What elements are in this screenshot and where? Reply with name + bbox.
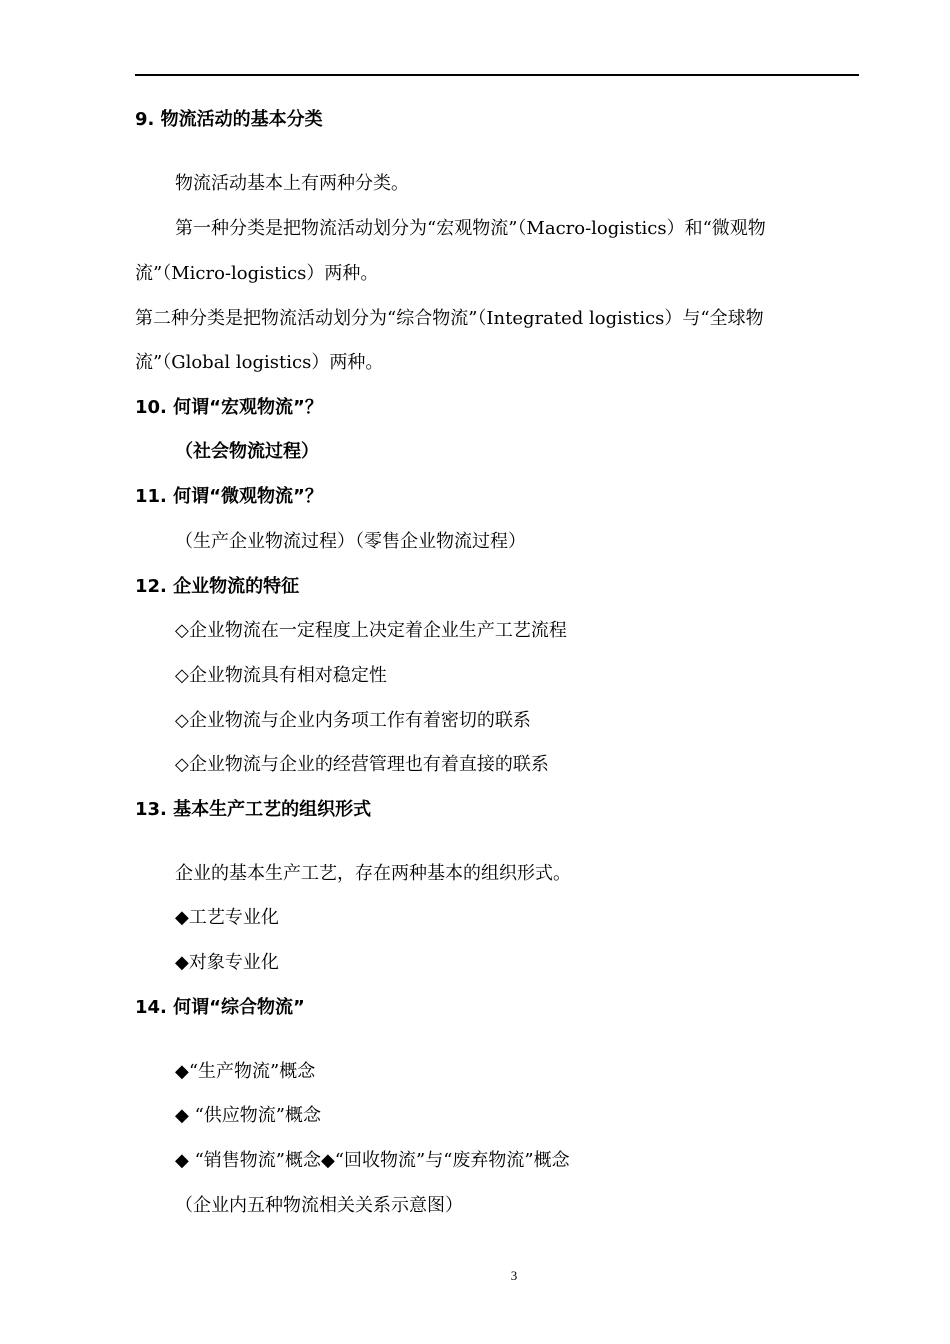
list-item: ◇企业物流与企业的经营管理也有着直接的联系 (175, 754, 549, 775)
list-item: ◇企业物流具有相对稳定性 (175, 665, 387, 686)
answer-text: （生产企业物流过程）（零售企业物流过程） (175, 531, 526, 552)
header-rule (135, 74, 859, 76)
heading-9: 9. 物流活动的基本分类 (135, 109, 323, 130)
heading-11: 11. 何谓“微观物流”？ (135, 486, 323, 507)
heading-14: 14. 何谓“综合物流” (135, 997, 305, 1018)
paragraph: 物流活动基本上有两种分类。 (175, 173, 409, 194)
paragraph: 流”（Micro-logistics）两种。 (135, 263, 379, 284)
list-item: ◇企业物流在一定程度上决定着企业生产工艺流程 (175, 620, 567, 641)
list-item: ◆“生产物流”概念 (175, 1061, 316, 1082)
list-item: ◇企业物流与企业内务项工作有着密切的联系 (175, 710, 531, 731)
heading-13: 13. 基本生产工艺的组织形式 (135, 799, 372, 820)
page-number: 3 (510, 1268, 518, 1283)
paragraph: 流”（Global logistics）两种。 (135, 352, 384, 373)
list-item: ◆ “销售物流”概念◆“回收物流”与“废弃物流”概念 (175, 1150, 570, 1171)
list-item: ◆ “供应物流”概念 (175, 1105, 321, 1126)
paragraph: 第一种分类是把物流活动划分为“宏观物流”（Macro-logistics）和“微观物 (175, 218, 766, 239)
list-item: ◆工艺专业化 (175, 907, 279, 928)
paragraph: 企业的基本生产工艺，存在两种基本的组织形式。 (175, 863, 571, 884)
paragraph: 第二种分类是把物流活动划分为“综合物流”（Integrated logistics）与“全球物 (135, 308, 764, 329)
heading-12: 12. 企业物流的特征 (135, 576, 300, 597)
heading-10: 10. 何谓“宏观物流”？ (135, 397, 323, 418)
list-item: ◆对象专业化 (175, 952, 279, 973)
answer-text: （社会物流过程） (175, 441, 319, 462)
caption: （企业内五种物流相关关系示意图） (175, 1195, 463, 1216)
